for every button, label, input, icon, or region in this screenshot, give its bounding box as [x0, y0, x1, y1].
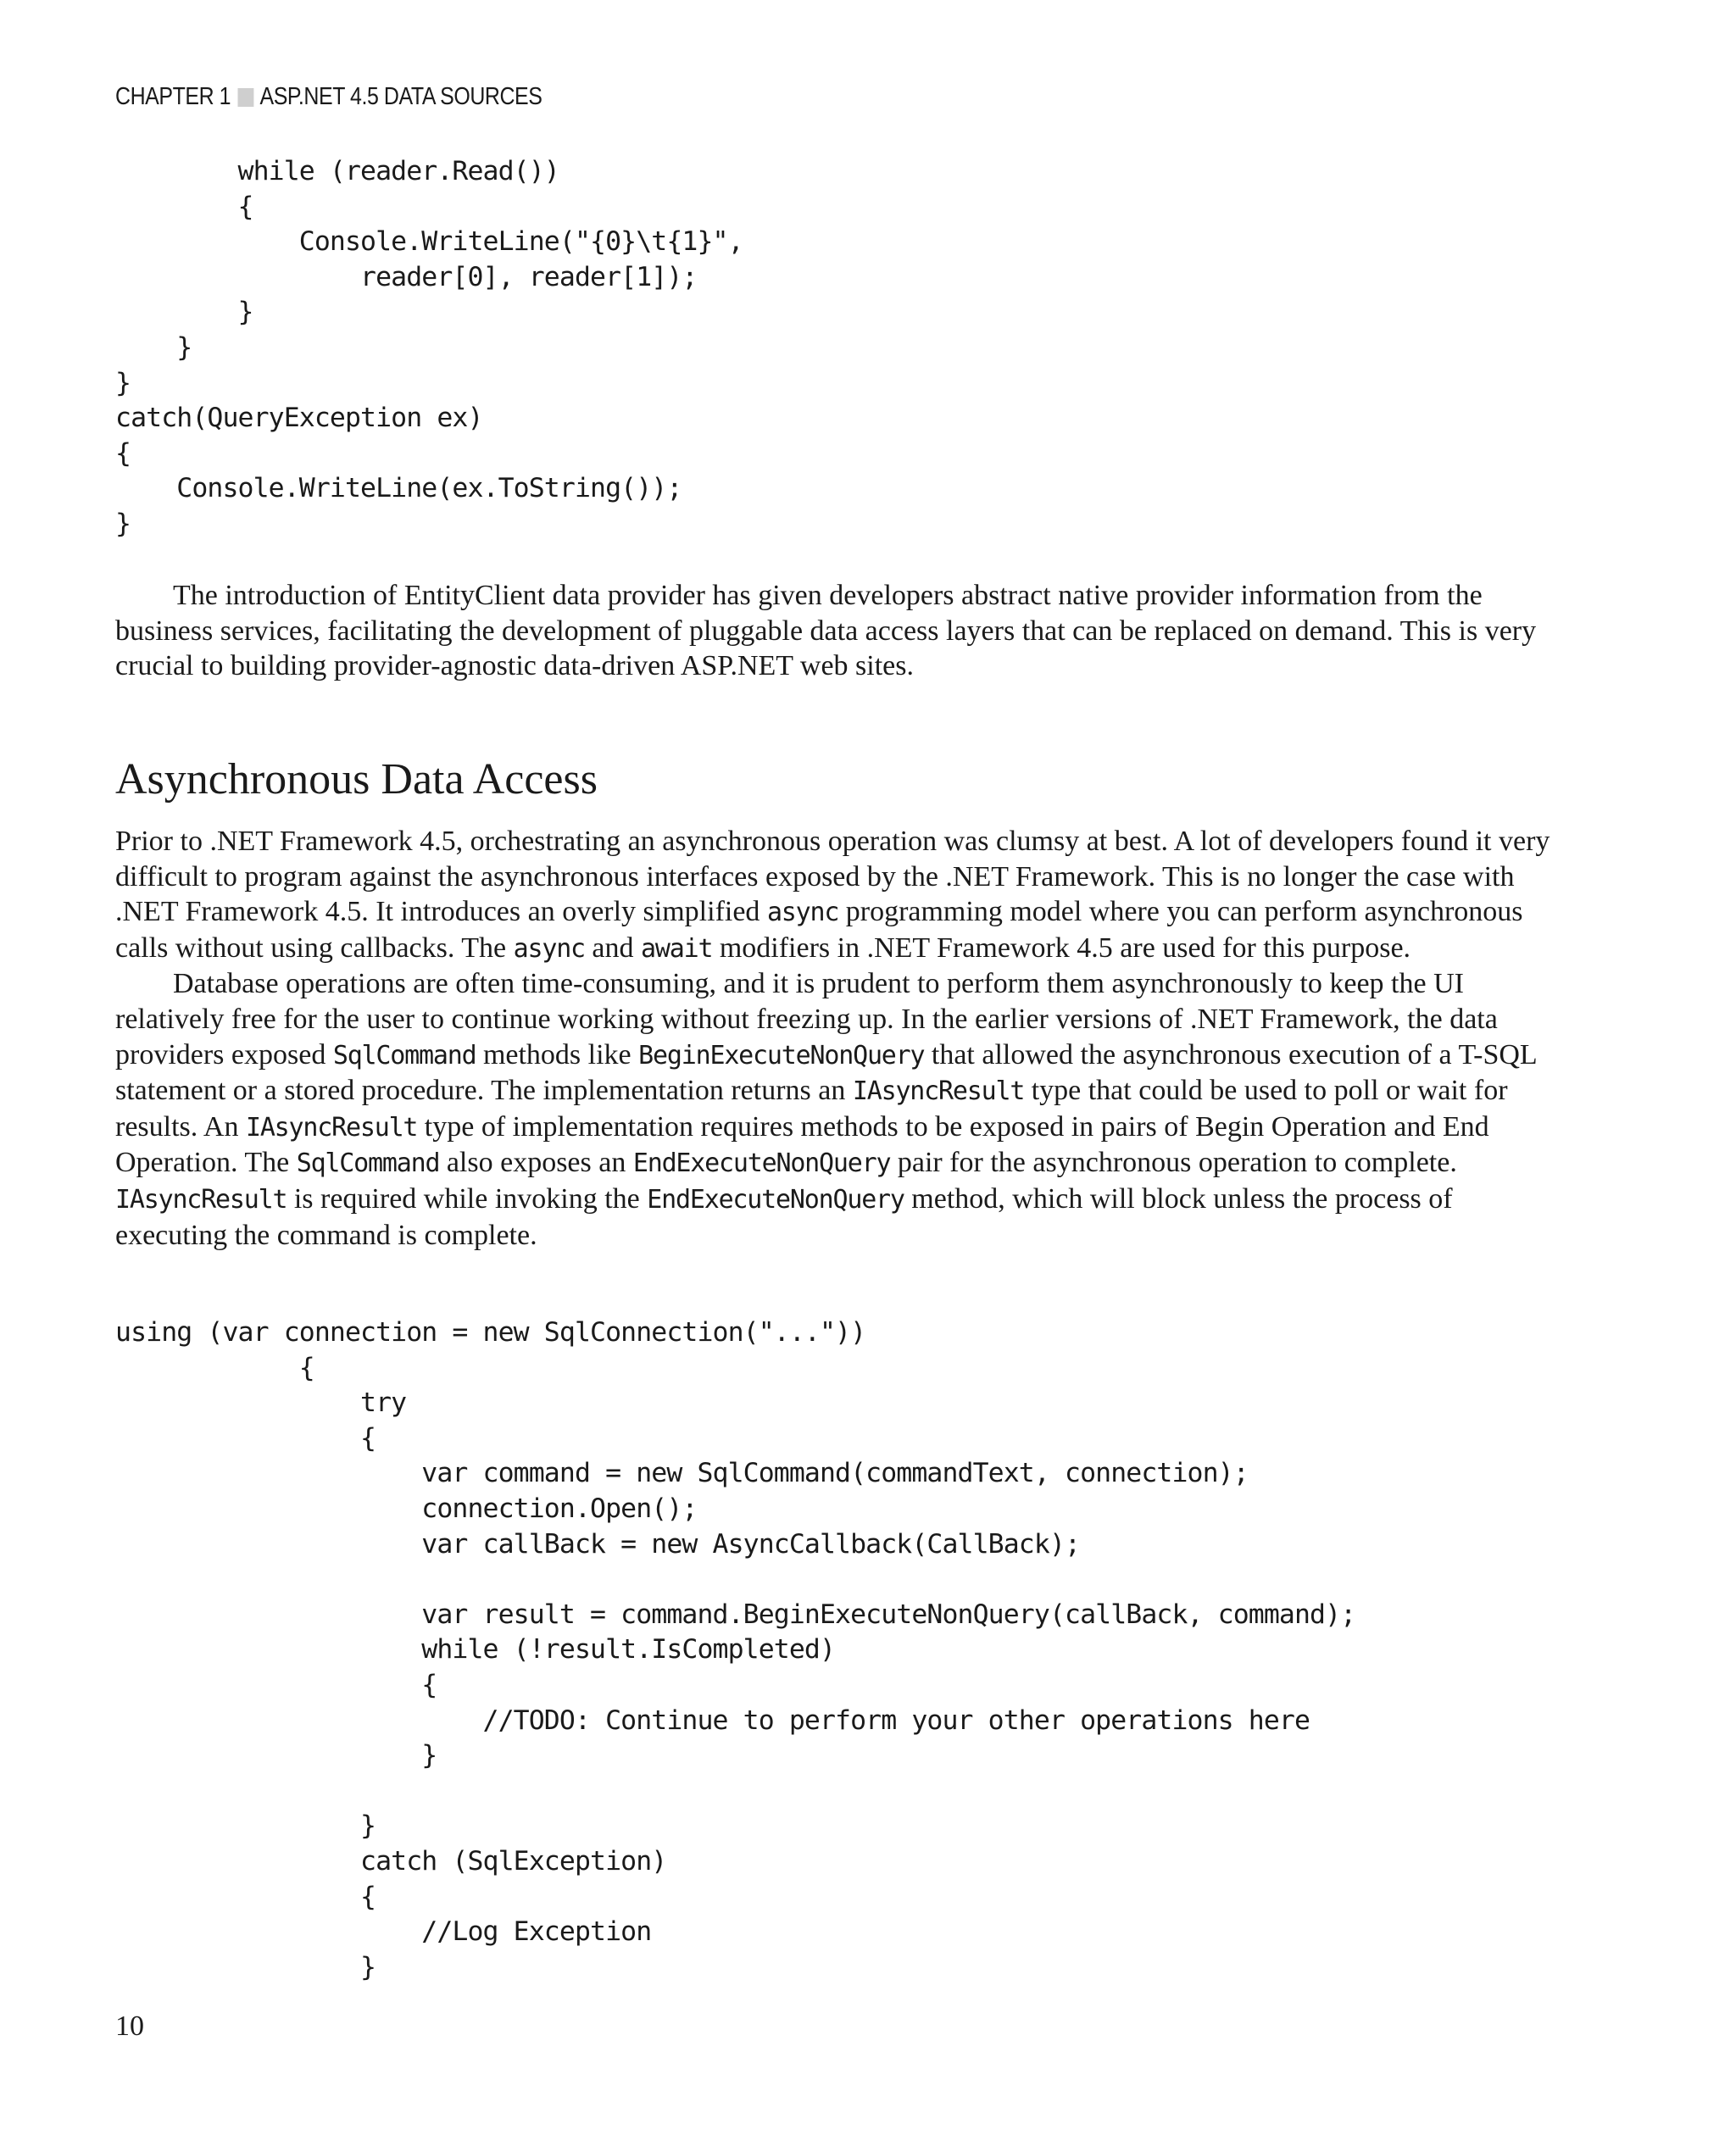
- inline-code: EndExecuteNonQuery: [632, 1148, 891, 1179]
- separator-square-icon: [238, 88, 254, 107]
- code-listing-top: while (reader.Read()) { Console.WriteLine("{0}\t{1}", reader[0], reader[1]); } } } catch(QueryException ex) { Console.WriteLine(ex.ToString()); }: [115, 156, 743, 539]
- chapter-title: ASP.NET 4.5 DATA SOURCES: [259, 83, 542, 110]
- paragraph-entityclient: [115, 578, 1556, 684]
- inline-code: IAsyncResult: [852, 1076, 1025, 1107]
- paragraph-text: The introduction of EntityClient data provider has given developers abstract native provider information from the business services, facilitating the development of pluggable data access layers that can be replaced on demand. This is very crucial to building provider-agnostic data-driven ASP.NET web sites.: [115, 580, 1537, 682]
- inline-code: EndExecuteNonQuery: [647, 1184, 904, 1215]
- inline-code: await: [641, 933, 713, 964]
- paragraph-database-operations: Database operations are often time-consuming, and it is prudent to perform them asynchronously to keep the UI relatively free for the user to continue working without freezing up. In the earlier versions of .NET Framework, the data providers exposed SqlCommand methods like BeginExecuteNonQuery that allowed the asynchronous execution of a T-SQL statement or a stored procedure. The implementation returns an IAsyncResult type that could be used to poll or wait for results. An IAsyncResult type of implementation requires methods to be exposed in pairs of Begin Operation and End Operation. The SqlCommand also exposes an EndExecuteNonQuery pair for the asynchronous operation to complete. IAsyncResult is required while invoking the EndExecuteNonQuery method, which will block unless the process of executing the command is complete.: [115, 968, 1537, 1251]
- inline-code: IAsyncResult: [115, 1184, 287, 1215]
- inline-code: BeginExecuteNonQuery: [638, 1040, 925, 1070]
- inline-code: SqlCommand: [332, 1040, 476, 1070]
- inline-code: async: [513, 933, 585, 964]
- code-listing-bottom: using (var connection = new SqlConnection("...")) { try { var command = new SqlCommand(commandText, connection); connection.Open(); var callBack = new AsyncCallback(CallBack); var result = command.BeginExecuteNonQuery(callBack, command); while (!result.IsCompleted) { //TODO: Continue to perform your other operations here } } catch (SqlException) { //Log Exception }: [115, 1317, 1356, 1983]
- inline-code: SqlCommand: [296, 1148, 440, 1179]
- inline-code: IAsyncResult: [245, 1112, 418, 1143]
- running-head: [115, 83, 542, 111]
- chapter-label: CHAPTER 1: [115, 83, 231, 110]
- paragraph-async-intro: Prior to .NET Framework 4.5, orchestrating an asynchronous operation was clumsy at best. A lot of developers found it very difficult to program against the asynchronous interfaces exposed by the .NET Framework. This is no longer the case with .NET Framework 4.5. It introduces an overly simplified async programming model where you can perform asynchronous calls without using callbacks. The async and await modifiers in .NET Framework 4.5 are used for this purpose.: [115, 826, 1550, 964]
- inline-code: async: [766, 898, 839, 928]
- page-number: 10: [115, 2010, 144, 2042]
- section-body: [115, 824, 1556, 1253]
- section-heading: Asynchronous Data Access: [115, 755, 598, 804]
